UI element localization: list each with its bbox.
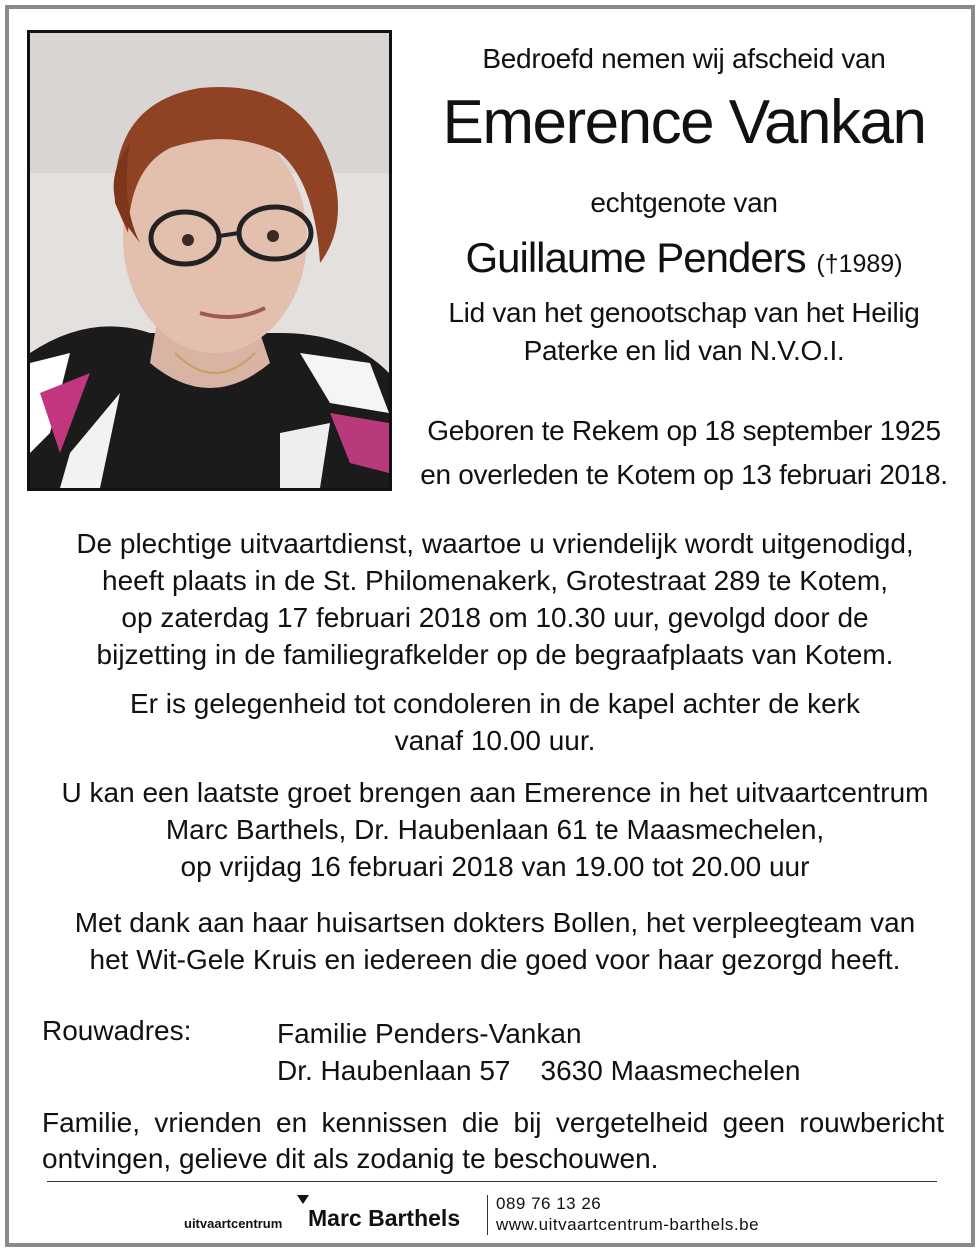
- spouse-name: Guillaume Penders: [465, 234, 806, 281]
- portrait-image: [30, 33, 389, 488]
- paragraph-line: Met dank aan haar huisartsen dokters Bollen, het verpleegteam van: [74, 907, 916, 938]
- paragraph-line: het Wit-Gele Kruis en iedereen die goed voor haar gezorgd heeft.: [89, 944, 901, 975]
- spouse-line: [404, 234, 964, 282]
- paragraph-line: op zaterdag 17 februari 2018 om 10.30 uur, gevolgd door de: [121, 602, 869, 633]
- birth-line: Geboren te Rekem op 18 september 1925: [427, 415, 941, 446]
- membership: [404, 294, 964, 370]
- logo-title: Marc Barthels: [308, 1205, 461, 1231]
- footer-divider: [47, 1181, 937, 1182]
- logo-subtitle: uitvaartcentrum: [184, 1216, 283, 1231]
- relation-line: echtgenote van: [590, 187, 778, 218]
- address-family: Familie Penders-Vankan: [277, 1018, 582, 1049]
- membership-line: Paterke en lid van N.V.O.I.: [523, 335, 845, 366]
- death-notice-card: [5, 5, 975, 1247]
- paragraph-line: Marc Barthels, Dr. Haubenlaan 61 te Maasmechelen,: [165, 814, 825, 845]
- farewell-paragraph: [39, 774, 951, 885]
- address-street: Dr. Haubenlaan 57: [277, 1055, 511, 1086]
- paragraph-line: Er is gelegenheid tot condoleren in de kapel achter de kerk: [129, 688, 861, 719]
- paragraph-line: U kan een laatste groet brengen aan Emerence in het uitvaartcentrum: [61, 777, 929, 808]
- portrait-photo: [27, 30, 392, 491]
- closing-note: Familie, vrienden en kennissen die bij vergetelheid geen rouwbericht ontvingen, gelieve dit als zodanig te beschouwen.: [42, 1107, 944, 1174]
- paragraph-line: op vrijdag 16 februari 2018 van 19.00 tot 20.00 uur: [180, 851, 810, 882]
- deceased-name: Emerence Vankan: [442, 88, 926, 157]
- life-dates: [404, 409, 964, 497]
- address-label: Rouwadres:: [42, 1015, 192, 1046]
- intro-line: Bedroefd nemen wij afscheid van: [482, 43, 886, 74]
- footer-separator: [487, 1195, 488, 1235]
- paragraph-line: bijzetting in de familiegrafkelder op de begraafplaats van Kotem.: [96, 639, 894, 670]
- logo-triangle-icon: [297, 1195, 309, 1204]
- website-link[interactable]: www.uitvaartcentrum-barthels.be: [496, 1215, 760, 1234]
- paragraph-line: vanaf 10.00 uur.: [394, 725, 596, 756]
- paragraph-line: heeft plaats in de St. Philomenakerk, Grotestraat 289 te Kotem,: [102, 565, 888, 596]
- service-paragraph: [39, 525, 951, 673]
- address-city: 3630 Maasmechelen: [540, 1055, 801, 1086]
- condolence-paragraph: [39, 685, 951, 759]
- contact-info: [496, 1193, 759, 1235]
- spouse-died: (†1989): [816, 250, 903, 278]
- phone-number: 089 76 13 26: [496, 1194, 602, 1213]
- membership-line: Lid van het genootschap van het Heilig: [448, 297, 920, 328]
- death-line: en overleden te Kotem op 13 februari 2018.: [420, 459, 948, 490]
- mourning-address: [277, 1015, 800, 1089]
- thanks-paragraph: [39, 904, 951, 978]
- paragraph-line: De plechtige uitvaartdienst, waartoe u vriendelijk wordt uitgenodigd,: [76, 528, 914, 559]
- address-line: [277, 1052, 800, 1089]
